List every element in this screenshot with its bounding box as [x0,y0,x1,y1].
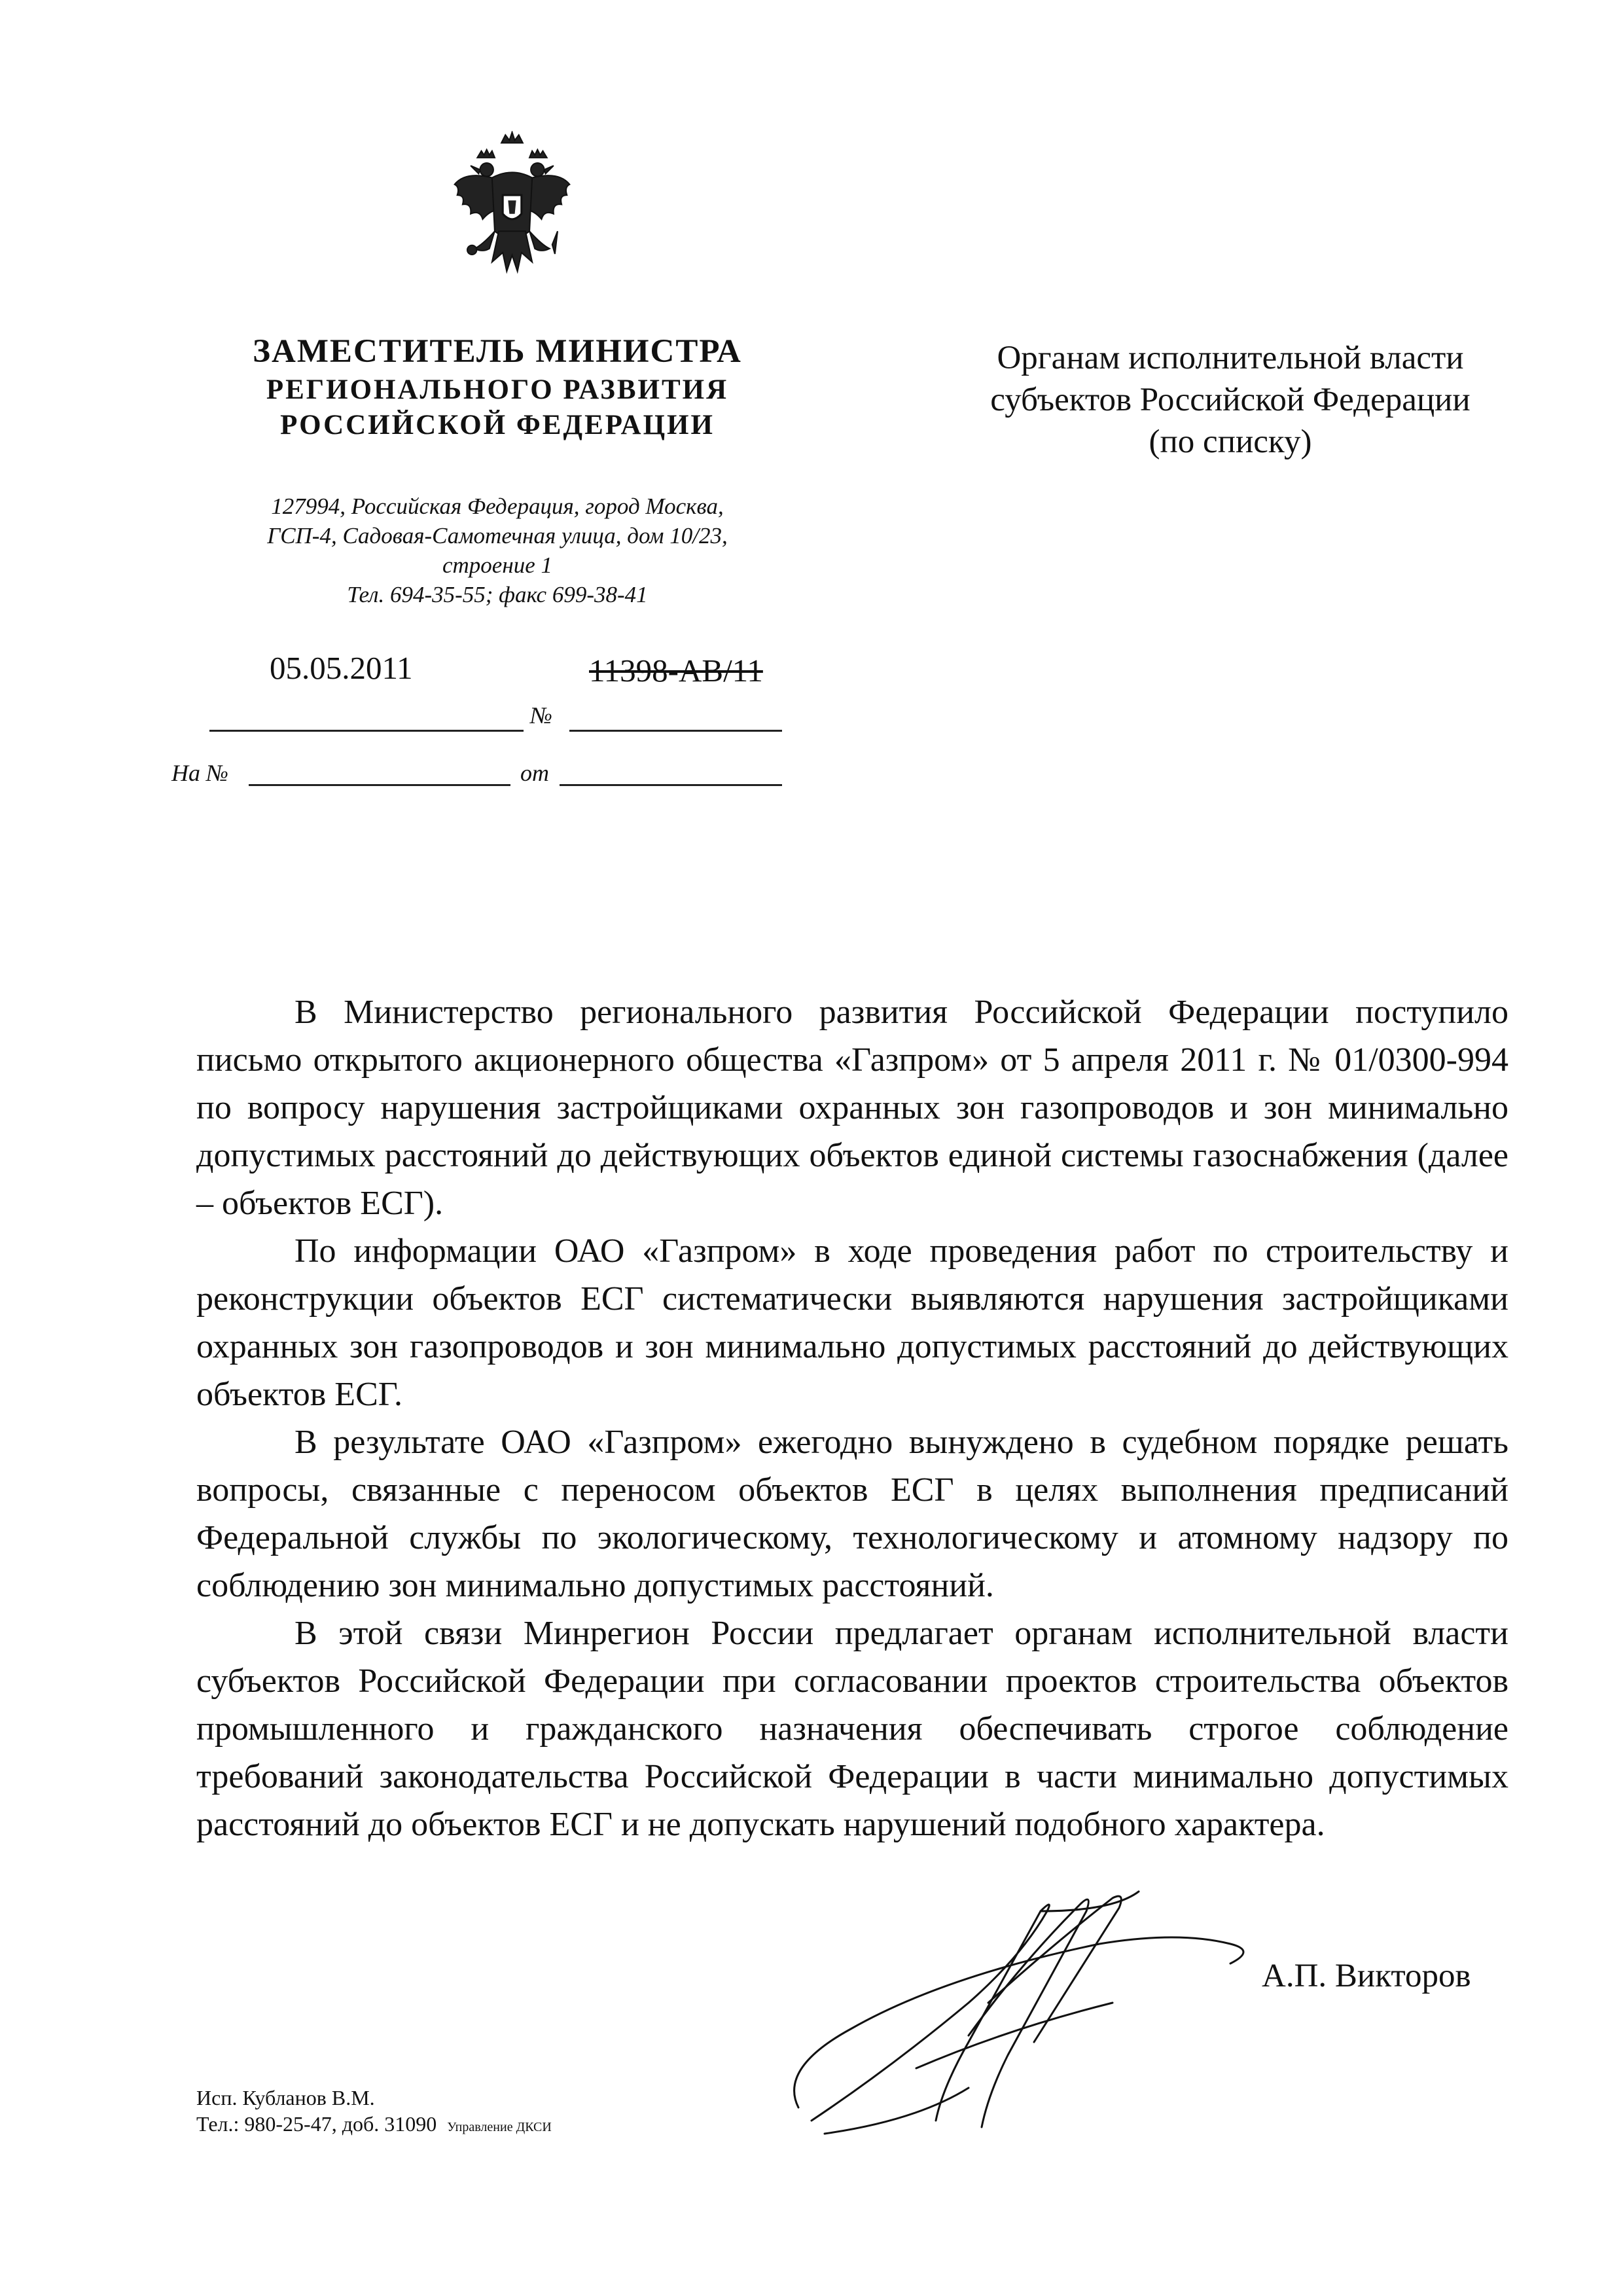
sender-block [183,331,812,609]
body-paragraph: В Министерство регионального развития Российской Федерации поступило письмо открытого акционерного общества «Газпром» от 5 апреля 2011 г. № 01/0300-994 по вопросу нарушения застройщиками охранных зон газопроводов и зон минимально допустимых расстояний до действующих объектов единой системы газоснабжения (далее – объектов ЕСГ). [196,994,1508,1222]
recipient-line: (по списку) [1149,423,1312,460]
body-paragraph: В этой связи Минрегион России предлагает органам исполнительной власти субъектов Российской Федерации при согласовании проектов строительства объектов промышленного и гражданского назначения обеспечивать строгое соблюдение требований законодательства Российской Федерации в части минимально допустимых расстояний до объектов ЕСГ и не допускать нарушений подобного характера. [196,1615,1508,1843]
reply-to-label: На № [171,760,228,786]
registration-date: 05.05.2011 [270,650,413,686]
executor-name: Исп. Кубланов В.М. [196,2086,375,2109]
number-underline [569,730,782,732]
body-paragraph: В результате ОАО «Газпром» ежегодно вынуждено в судебном порядке решать вопросы, связанные с переносом объектов ЕСГ в целях выполнения предписаний Федеральной службы по экологическому, технологическому и атомному надзору по соблюдению зон минимально допустимых расстояний. [196,1424,1508,1604]
executor-info [196,2085,552,2140]
sender-org-line: РЕГИОНАЛЬНОГО РАЗВИТИЯ [266,374,729,405]
address-line: ГСП-4, Садовая-Самотечная улица, дом 10/23, [267,523,728,548]
sender-org-line: РОССИЙСКОЙ ФЕДЕРАЦИИ [280,410,715,440]
executor-phone: Тел.: 980-25-47, доб. 31090 [196,2112,437,2136]
signature-scribble [772,1872,1270,2147]
department-stamp: Управление ДКСИ [447,2120,552,2134]
letter-body [196,988,1508,1848]
reply-number-underline [249,784,510,786]
address-line: Тел. 694-35-55; факс 699-38-41 [347,582,648,607]
recipient-line: субъектов Российской Федерации [990,382,1471,418]
recipient-block [916,337,1544,463]
reply-date-underline [560,784,782,786]
registration-number: 11398-АВ/11 [589,653,763,689]
body-paragraph: По информации ОАО «Газпром» в ходе проведения работ по строительству и реконструкции объектов ЕСГ систематически выявляются нарушения застройщиками охранных зон газопроводов и зон минимально допустимых расстояний до действующих объектов ЕСГ. [196,1232,1508,1413]
number-label: № [530,702,552,728]
recipient-line: Органам исполнительной власти [997,340,1464,376]
sender-title: ЗАМЕСТИТЕЛЬ МИНИСТРА [253,333,742,370]
signer-name: А.П. Викторов [1262,1958,1471,1994]
coat-of-arms-icon [445,131,579,285]
sender-address [183,492,812,609]
address-line: строение 1 [442,552,552,578]
from-label: от [520,760,549,786]
address-line: 127994, Российская Федерация, город Москва, [271,493,724,519]
date-underline [209,730,524,732]
